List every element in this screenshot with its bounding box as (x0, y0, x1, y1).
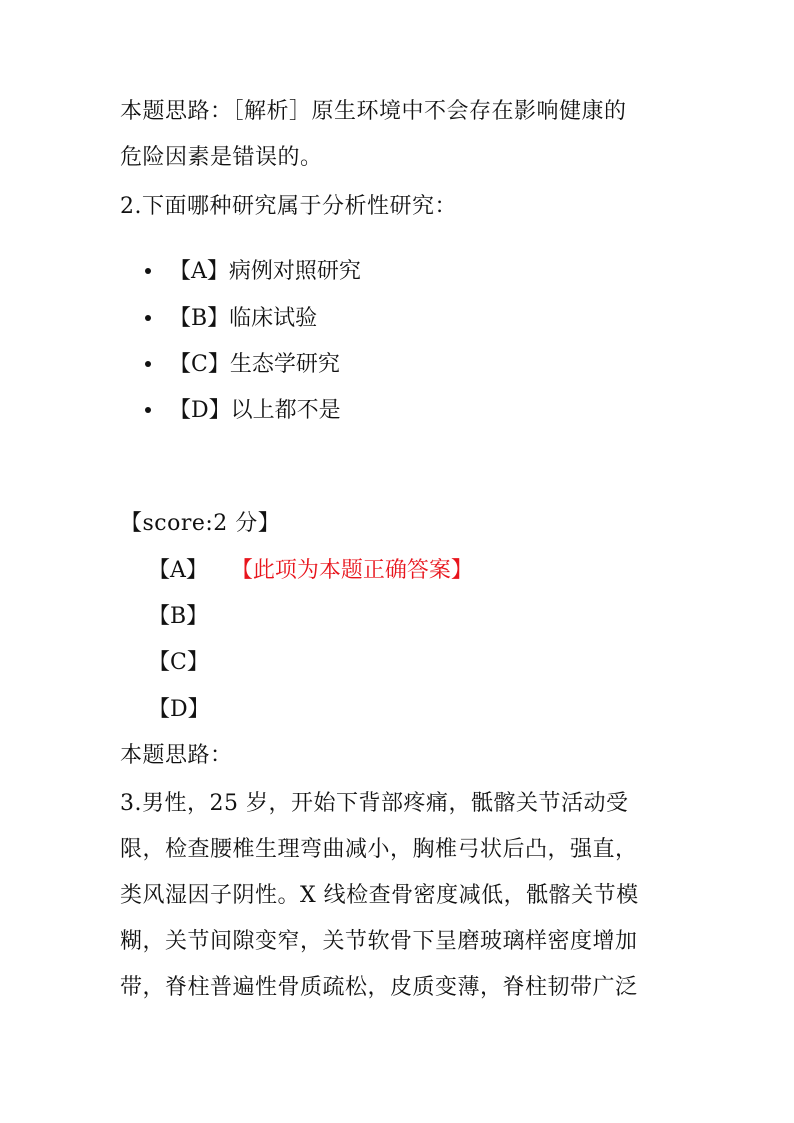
option-c[interactable] (145, 350, 340, 380)
correct-answer-note: 【此项为本题正确答案】 (241, 558, 473, 583)
explanation-line-2: 危险因素是错误的。 (120, 145, 323, 170)
answer-a (148, 556, 473, 586)
question-3-line-5: 带，脊柱普遍性骨质疏松，皮质变薄，脊柱韧带广泛 (120, 975, 638, 1000)
bullet-icon (145, 315, 151, 321)
option-label: 【D】以上都不是 (169, 398, 341, 423)
question-2-explanation: 本题思路： (120, 743, 233, 768)
explanation-line-1: 本题思路：［解析］原生环境中不会存在影响健康的 (120, 99, 627, 124)
question-3-line-1: 3.男性，25 岁，开始下背部疼痛，骶髂关节活动受 (120, 791, 629, 816)
answer-a-label: 【A】 (148, 558, 208, 583)
bullet-icon (145, 361, 151, 367)
score-label: 【score:2 分】 (120, 511, 281, 536)
option-label: 【C】生态学研究 (169, 352, 340, 377)
question-3-line-4: 糊，关节间隙变窄，关节软骨下呈磨玻璃样密度增加 (120, 929, 638, 954)
option-label: 【A】病例对照研究 (169, 259, 361, 284)
option-d[interactable] (145, 396, 341, 426)
option-b[interactable] (145, 304, 317, 334)
bullet-icon (145, 407, 151, 413)
option-label: 【B】临床试验 (169, 306, 318, 331)
question-2-stem: 2.下面哪种研究属于分析性研究： (120, 194, 457, 219)
option-a[interactable] (145, 257, 361, 287)
question-3-line-3: 类风湿因子阴性。X 线检查骨密度减低，骶髂关节模 (120, 883, 639, 908)
answer-b: 【B】 (148, 604, 209, 629)
bullet-icon (145, 268, 151, 274)
question-3-line-2: 限，检查腰椎生理弯曲减小，胸椎弓状后凸，强直， (120, 837, 638, 862)
answer-d: 【D】 (148, 697, 210, 722)
answer-c: 【C】 (148, 650, 209, 675)
